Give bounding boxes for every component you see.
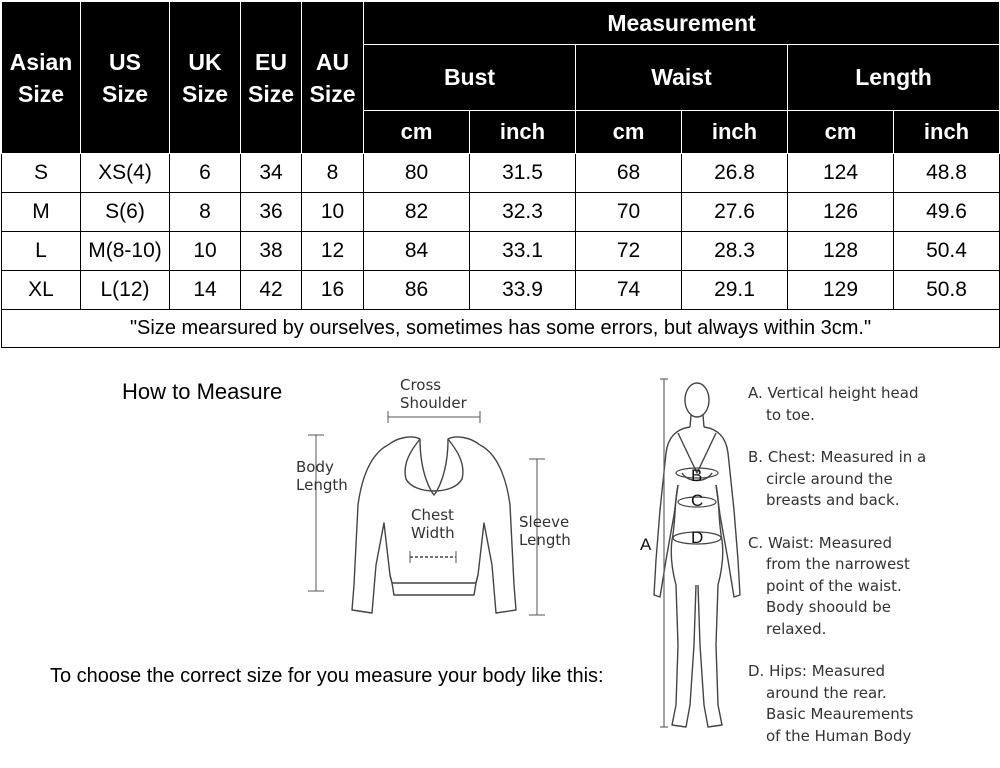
table-cell: 33.1 xyxy=(470,232,576,271)
header-eu-size: EU Size xyxy=(241,2,302,154)
table-cell: 68 xyxy=(576,154,682,193)
table-cell: 48.8 xyxy=(894,154,1000,193)
table-cell: 49.6 xyxy=(894,193,1000,232)
table-cell: 124 xyxy=(788,154,894,193)
table-cell: 10 xyxy=(170,232,241,271)
header-unit: inch xyxy=(470,111,576,154)
body-label-a: A xyxy=(640,535,652,554)
legend-item-c: C. Waist: Measured from the narrowest point of the waist. Body shoould be relaxed. xyxy=(748,533,910,638)
table-cell: 38 xyxy=(241,232,302,271)
table-cell: 6 xyxy=(170,154,241,193)
header-measurement: Measurement xyxy=(364,2,1000,45)
cross-shoulder-label: Cross xyxy=(400,376,442,394)
legend-item-d: D. Hips: Measured around the rear. Basic Meaurements of the Human Body xyxy=(748,662,914,745)
table-cell: M xyxy=(2,193,81,232)
legend-item-a: A. Vertical height head to toe. xyxy=(748,384,919,424)
table-cell: 80 xyxy=(364,154,470,193)
table-cell: M(8-10) xyxy=(81,232,170,271)
header-waist: Waist xyxy=(576,45,788,111)
body-label-b: B xyxy=(691,466,703,485)
table-cell: 16 xyxy=(302,271,364,310)
table-cell: 42 xyxy=(241,271,302,310)
table-cell: XS(4) xyxy=(81,154,170,193)
header-uk-size: UK Size xyxy=(170,2,241,154)
table-cell: 33.9 xyxy=(470,271,576,310)
header-length: Length xyxy=(788,45,1000,111)
chest-width-label: Width xyxy=(411,524,455,542)
measure-instruction: To choose the correct size for you measure your body like this: xyxy=(50,665,604,687)
table-cell: 74 xyxy=(576,271,682,310)
header-unit: cm xyxy=(788,111,894,154)
table-cell: 12 xyxy=(302,232,364,271)
table-cell: 29.1 xyxy=(682,271,788,310)
header-unit: inch xyxy=(682,111,788,154)
table-cell: 50.4 xyxy=(894,232,1000,271)
table-row xyxy=(2,271,1000,310)
size-note: "Size mearsured by ourselves, sometimes has some errors, but always within 3cm." xyxy=(2,310,1000,348)
table-cell: 86 xyxy=(364,271,470,310)
chest-width-label: Chest xyxy=(411,506,454,524)
sleeve-length-label: Length xyxy=(519,531,571,549)
table-cell: 28.3 xyxy=(682,232,788,271)
body-length-label: Length xyxy=(296,476,348,494)
cross-shoulder-label: Shoulder xyxy=(400,394,467,412)
table-cell: 14 xyxy=(170,271,241,310)
table-cell: L(12) xyxy=(81,271,170,310)
table-row xyxy=(2,232,1000,271)
header-bust: Bust xyxy=(364,45,576,111)
body-length-label: Body xyxy=(296,458,334,476)
table-row xyxy=(2,193,1000,232)
table-cell: L xyxy=(2,232,81,271)
body-label-c: C xyxy=(691,491,704,510)
legend-item-b: B. Chest: Measured in a circle around the breasts and back. xyxy=(748,448,927,509)
header-asian-size: Asian Size xyxy=(2,2,81,154)
table-row xyxy=(2,154,1000,193)
table-cell: 128 xyxy=(788,232,894,271)
table-cell: 126 xyxy=(788,193,894,232)
table-cell: 8 xyxy=(302,154,364,193)
table-cell: 31.5 xyxy=(470,154,576,193)
header-unit: inch xyxy=(894,111,1000,154)
table-cell: 82 xyxy=(364,193,470,232)
table-cell: 8 xyxy=(170,193,241,232)
table-cell: 27.6 xyxy=(682,193,788,232)
header-unit: cm xyxy=(576,111,682,154)
measurement-legend xyxy=(748,383,998,768)
sleeve-length-label: Sleeve xyxy=(519,513,570,531)
table-cell: 129 xyxy=(788,271,894,310)
size-chart-table xyxy=(1,1,1000,348)
header-unit: cm xyxy=(364,111,470,154)
table-cell: S xyxy=(2,154,81,193)
table-cell: 10 xyxy=(302,193,364,232)
header-au-size: AU Size xyxy=(302,2,364,154)
table-cell: S(6) xyxy=(81,193,170,232)
table-cell: 26.8 xyxy=(682,154,788,193)
table-cell: 36 xyxy=(241,193,302,232)
table-cell: 32.3 xyxy=(470,193,576,232)
body-measure-lines xyxy=(660,379,721,727)
table-cell: 84 xyxy=(364,232,470,271)
table-cell: 34 xyxy=(241,154,302,193)
body-label-d: D xyxy=(691,528,704,547)
body-figure xyxy=(654,383,740,727)
table-cell: 70 xyxy=(576,193,682,232)
how-to-measure-title: How to Measure xyxy=(122,379,283,404)
header-us-size: US Size xyxy=(81,2,170,154)
table-cell: XL xyxy=(2,271,81,310)
table-cell: 50.8 xyxy=(894,271,1000,310)
table-cell: 72 xyxy=(576,232,682,271)
